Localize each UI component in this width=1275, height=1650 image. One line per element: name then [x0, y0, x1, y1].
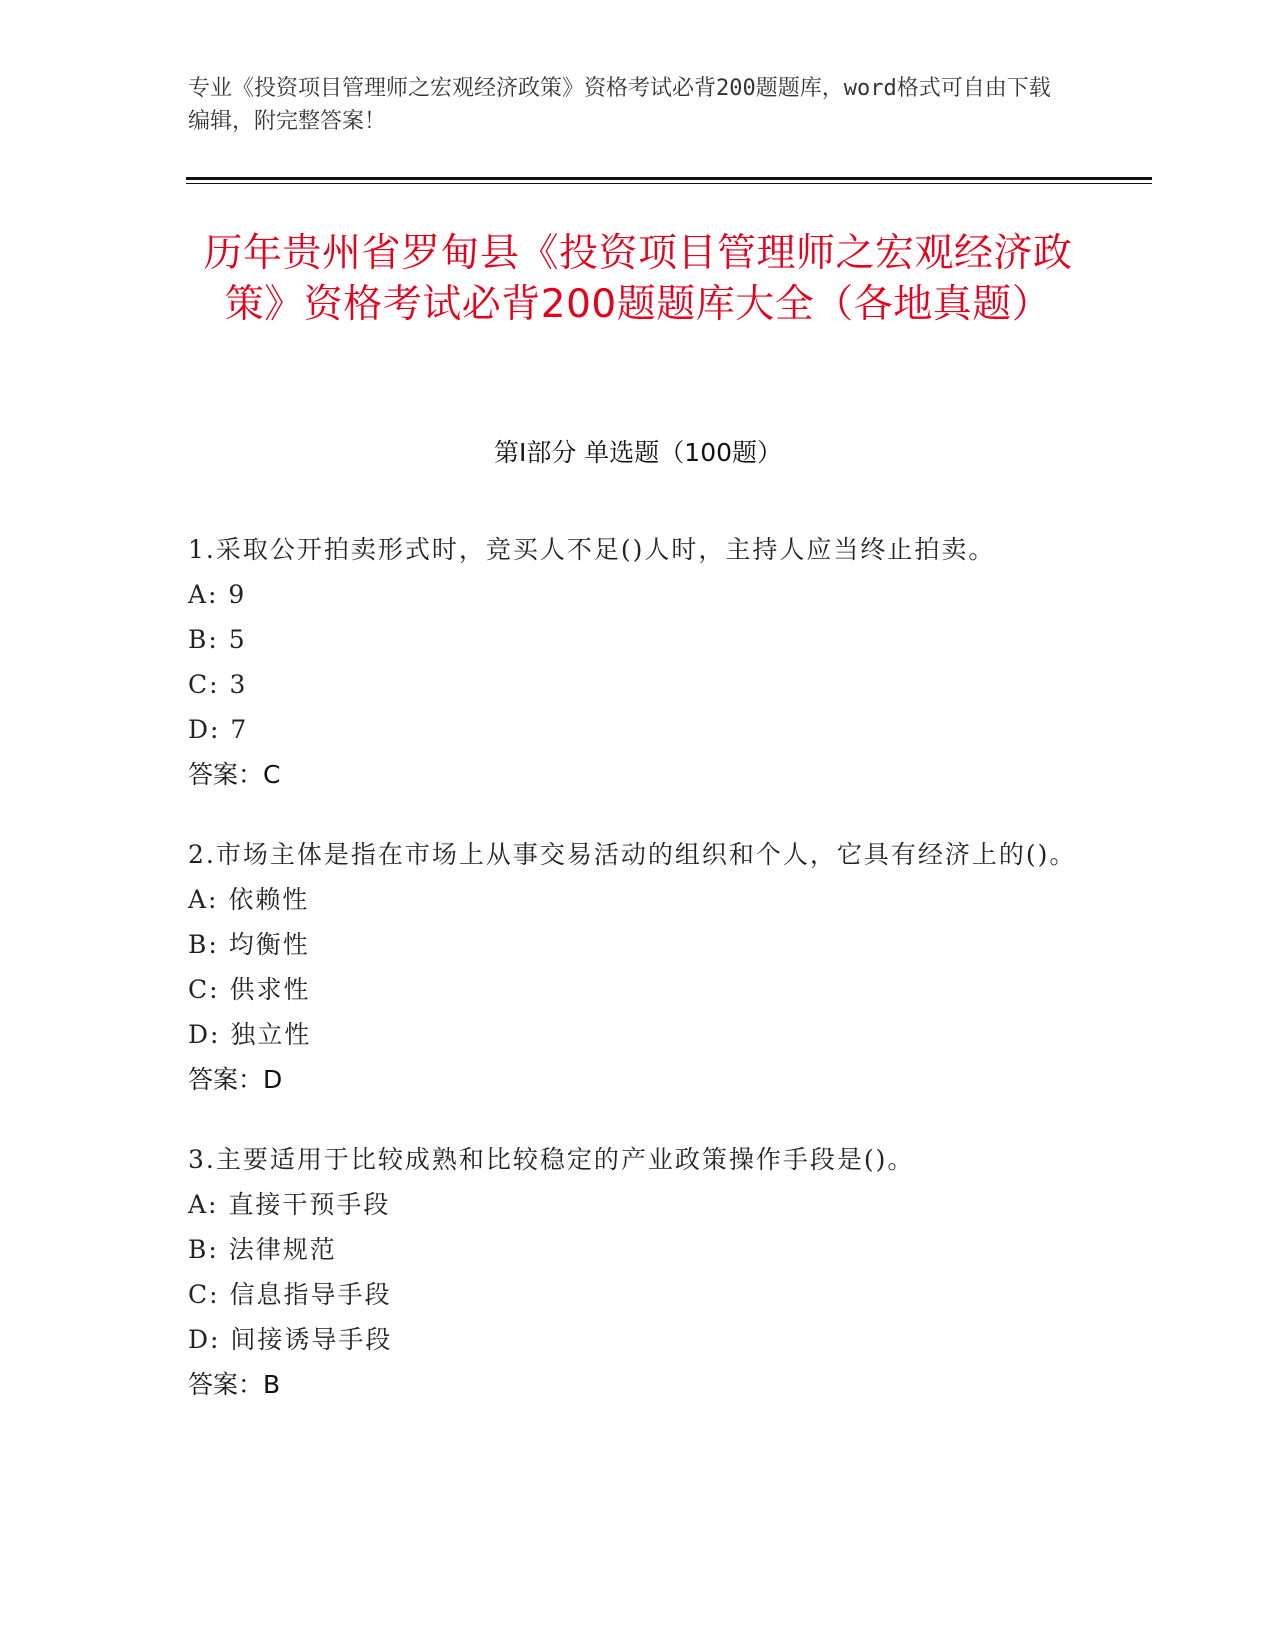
option-a: A: 9 [188, 580, 247, 609]
option-b: B: 5 [188, 625, 247, 654]
answer: 答案：C [188, 760, 281, 789]
question-stem: 3.主要适用于比较成熟和比较稳定的产业政策操作手段是()。 [188, 1145, 915, 1174]
answer: 答案：B [188, 1370, 281, 1399]
option-d: D: 独立性 [188, 1020, 312, 1049]
question-stem: 2.市场主体是指在市场上从事交易活动的组织和个人，它具有经济上的()。 [188, 840, 1077, 869]
option-c: C: 供求性 [188, 975, 311, 1004]
option-a: A: 依赖性 [188, 885, 310, 914]
question-stem: 1.采取公开拍卖形式时，竞买人不足()人时，主持人应当终止拍卖。 [188, 535, 996, 564]
option-d: D: 7 [188, 715, 249, 744]
option-b: B: 法律规范 [188, 1235, 337, 1264]
document-title: 历年贵州省罗甸县《投资项目管理师之宏观经济政策》资格考试必背200题题库大全（各地真题） [203, 231, 1073, 327]
header-rule-thin [186, 183, 1152, 184]
option-d: D: 间接诱导手段 [188, 1325, 393, 1354]
header-note: 专业《投资项目管理师之宏观经济政策》资格考试必背200题题库，word格式可自由下载编辑，附完整答案！ [188, 76, 1051, 134]
question-list [188, 527, 1088, 1442]
question-1 [188, 527, 1088, 797]
header-rule-thick [186, 177, 1152, 180]
answer: 答案：D [188, 1065, 283, 1094]
option-c: C: 3 [188, 670, 248, 699]
question-3 [188, 1137, 1088, 1407]
question-2 [188, 832, 1088, 1102]
option-a: A: 直接干预手段 [188, 1190, 391, 1219]
section-title: 第I部分 单选题（100题） [493, 438, 783, 467]
option-b: B: 均衡性 [188, 930, 310, 959]
option-c: C: 信息指导手段 [188, 1280, 392, 1309]
